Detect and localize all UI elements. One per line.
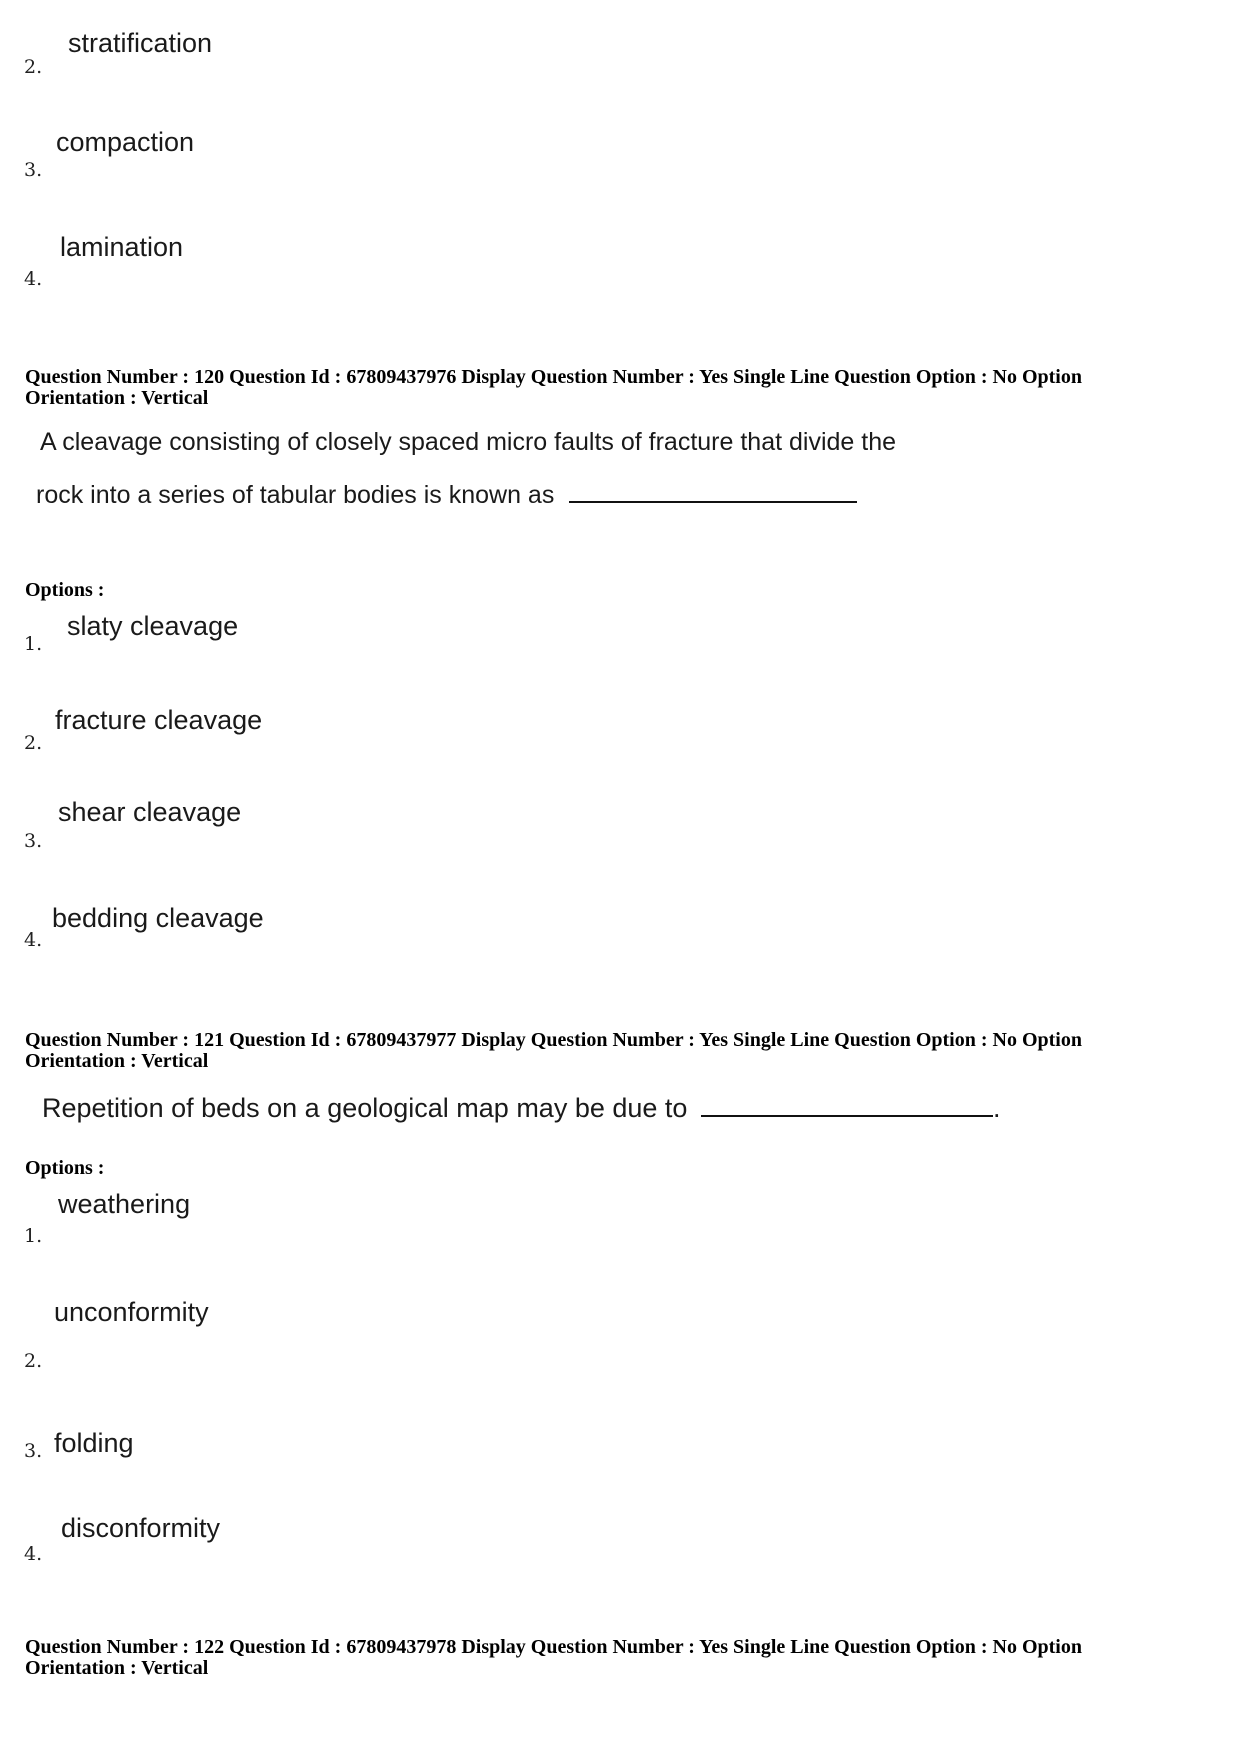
option-number: 3. xyxy=(24,159,43,181)
option-text: stratification xyxy=(68,28,213,58)
answer-blank xyxy=(569,500,857,503)
option-text: lamination xyxy=(60,232,184,262)
option-number: 2. xyxy=(24,732,43,754)
question-meta-line1: Question Number : 120 Question Id : 67809437976 Display Question Number : Yes Single Line Question Option : No Option xyxy=(25,366,1082,388)
option-text: folding xyxy=(54,1428,134,1458)
option-number: 3. xyxy=(24,1440,43,1462)
option-text: compaction xyxy=(56,127,195,157)
option-number: 1. xyxy=(24,633,43,655)
option-text: unconformity xyxy=(54,1297,209,1327)
question-text: rock into a series of tabular bodies is known as xyxy=(36,481,555,509)
option-text: bedding cleavage xyxy=(52,903,264,933)
option-text: fracture cleavage xyxy=(55,705,263,735)
question-text-line1: A cleavage consisting of closely spaced micro faults of fracture that divide the xyxy=(40,428,897,456)
option-text: shear cleavage xyxy=(58,797,242,827)
option-number: 4. xyxy=(24,929,43,951)
option-number: 3. xyxy=(24,830,43,852)
question-text-line2 xyxy=(36,481,857,510)
question-meta-line1: Question Number : 122 Question Id : 67809437978 Display Question Number : Yes Single Line Question Option : No Option xyxy=(25,1636,1082,1658)
question-text: Repetition of beds on a geological map may be due to xyxy=(42,1093,688,1123)
answer-blank xyxy=(701,1114,993,1117)
option-text: slaty cleavage xyxy=(67,611,239,641)
options-label: Options : xyxy=(25,1157,105,1179)
option-number: 2. xyxy=(24,56,43,78)
option-text: disconformity xyxy=(61,1513,221,1543)
question-meta-line2: Orientation : Vertical xyxy=(25,1657,209,1679)
option-number: 1. xyxy=(24,1225,43,1247)
option-number: 4. xyxy=(24,1543,43,1565)
question-meta-line2: Orientation : Vertical xyxy=(25,387,209,409)
option-text: weathering xyxy=(58,1189,191,1219)
options-label: Options : xyxy=(25,579,105,601)
option-number: 2. xyxy=(24,1350,43,1372)
question-text-end: . xyxy=(992,1093,1001,1123)
question-meta-line1: Question Number : 121 Question Id : 67809437977 Display Question Number : Yes Single Line Question Option : No Option xyxy=(25,1029,1082,1051)
question-text-line1 xyxy=(42,1093,1000,1124)
option-number: 4. xyxy=(24,268,43,290)
question-meta-line2: Orientation : Vertical xyxy=(25,1050,209,1072)
